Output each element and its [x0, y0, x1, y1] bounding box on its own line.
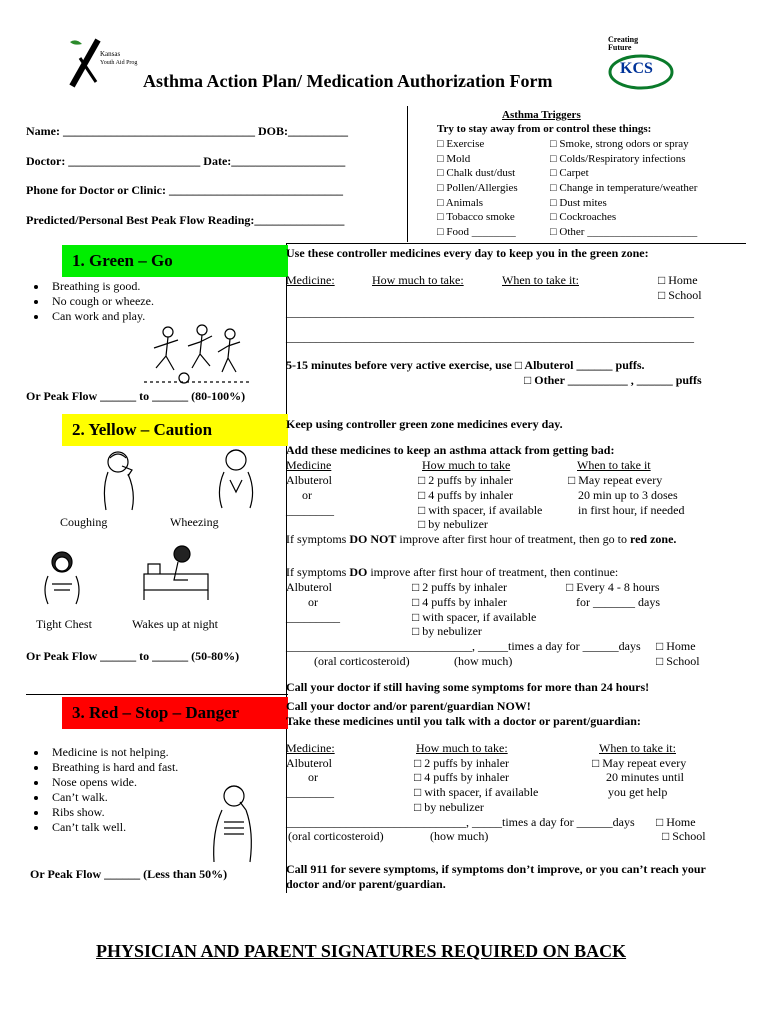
- trigger-mold[interactable]: □ Mold: [437, 153, 471, 165]
- right-logo-mark: KCS: [620, 60, 653, 77]
- red-med-blank[interactable]: ________: [286, 785, 334, 799]
- red-when-line-3: you get help: [608, 785, 668, 799]
- tight-chest-caption: Tight Chest: [36, 617, 92, 631]
- red-when-repeat[interactable]: □ May repeat every: [592, 756, 687, 770]
- top-rule: [286, 243, 746, 244]
- yellow-peak-flow[interactable]: Or Peak Flow ______ to ______ (50-80%): [26, 649, 240, 663]
- trigger-cockroaches[interactable]: □ Cockroaches: [550, 211, 617, 223]
- yellow-do-improve: [286, 565, 618, 580]
- wheezing-child-illustration: [212, 446, 260, 510]
- yellow-dose-spacer[interactable]: □ with spacer, if available: [418, 503, 543, 517]
- yellow-med-blank[interactable]: ________: [286, 503, 334, 517]
- wheezing-caption: Wheezing: [170, 515, 219, 529]
- red-symptom: • Breathing is hard and fast.: [48, 760, 178, 775]
- red-zone-label: 3. Red – Stop – Danger: [62, 697, 288, 729]
- trigger-dust-mites[interactable]: □ Dust mites: [550, 197, 607, 209]
- red-call-911-line-2: doctor and/or parent/guardian.: [286, 877, 446, 891]
- green-symptoms-list: [26, 279, 154, 324]
- yellow-when-line-2: 20 min up to 3 doses: [578, 488, 678, 502]
- green-col-how: How much to take:: [372, 273, 464, 287]
- left-logo-text-1: Kansas: [100, 50, 121, 58]
- green-symptom: • Breathing is good.: [48, 279, 154, 294]
- red-symptoms-list: [26, 745, 178, 835]
- green-school-checkbox[interactable]: □ School: [658, 288, 702, 302]
- yellow-med2-blank[interactable]: _________: [286, 610, 340, 624]
- yellow-dose-2-puffs[interactable]: □ 2 puffs by inhaler: [418, 473, 514, 487]
- trigger-exercise[interactable]: □ Exercise: [437, 138, 485, 150]
- trigger-colds[interactable]: □ Colds/Respiratory infections: [550, 153, 686, 165]
- red-symptom: • Can’t talk well.: [48, 820, 178, 835]
- trigger-temperature[interactable]: □ Change in temperature/weather: [550, 182, 698, 194]
- yellow-zone-label: 2. Yellow – Caution: [62, 414, 288, 446]
- red-med-albuterol: Albuterol: [286, 756, 332, 770]
- text-bold: DO NOT: [349, 532, 397, 546]
- kids-playing-soccer-illustration: [140, 322, 256, 386]
- green-med-line-1[interactable]: ____________________________________________________________________: [286, 305, 694, 319]
- red-oral-school[interactable]: □ School: [662, 829, 706, 843]
- yellow-oral-line[interactable]: _______________________________, _____times a day for ______days: [286, 639, 641, 653]
- yellow-when2-days[interactable]: for _______ days: [576, 595, 660, 609]
- yellow-dose2-nebulizer[interactable]: □ by nebulizer: [412, 624, 482, 638]
- red-call-now: Call your doctor and/or parent/guardian NOW!: [286, 699, 531, 713]
- text: improve after first hour of treatment, then go to: [396, 532, 630, 546]
- red-oral-home[interactable]: □ Home: [656, 815, 696, 829]
- right-logo-top: Creating Future: [608, 35, 639, 52]
- green-col-when: When to take it:: [502, 273, 579, 287]
- header-divider: [407, 106, 408, 242]
- green-symptom: • No cough or wheeze.: [48, 294, 154, 309]
- yellow-oral-home[interactable]: □ Home: [656, 639, 696, 653]
- green-peak-flow[interactable]: Or Peak Flow ______ to ______ (80-100%): [26, 389, 246, 403]
- red-dose-nebulizer[interactable]: □ by nebulizer: [414, 800, 484, 814]
- yellow-med-or: or: [302, 488, 312, 502]
- coughing-caption: Coughing: [60, 515, 108, 529]
- green-zone-label: 1. Green – Go: [62, 245, 288, 277]
- signatures-required-footer: PHYSICIAN AND PARENT SIGNATURES REQUIRED ON BACK: [96, 941, 627, 961]
- red-section-rule: [26, 694, 288, 695]
- yellow-col-how: How much to take: [422, 458, 511, 472]
- red-call-911-line-1: Call 911 for severe symptoms, if symptoms don’t improve, or you can’t reach your: [286, 862, 706, 876]
- left-logo: [62, 38, 138, 88]
- phone-field[interactable]: Phone for Doctor or Clinic: _____________________________: [26, 183, 343, 197]
- red-symptom: • Medicine is not helping.: [48, 745, 178, 760]
- text: If symptoms: [286, 565, 350, 579]
- green-exercise-other[interactable]: □ Other __________ , ______ puffs: [524, 373, 702, 387]
- yellow-med-albuterol: Albuterol: [286, 473, 332, 487]
- yellow-keep-using: Keep using controller green zone medicines every day.: [286, 417, 563, 431]
- red-oral-label: (oral corticosteroid): [288, 829, 384, 843]
- yellow-when2-every[interactable]: □ Every 4 - 8 hours: [566, 580, 660, 594]
- tight-chest-child-illustration: [36, 550, 90, 606]
- red-symptom: • Ribs show.: [48, 805, 178, 820]
- yellow-med2-or: or: [308, 595, 318, 609]
- doctor-date-field[interactable]: Doctor: ______________________ Date:___________________: [26, 154, 346, 168]
- yellow-call-24-hours: Call your doctor if still having some symptoms for more than 24 hours!: [286, 680, 650, 694]
- right-logo: [606, 36, 676, 92]
- yellow-col-medicine: Medicine: [286, 458, 332, 472]
- red-symptom: • Can’t walk.: [48, 790, 178, 805]
- red-dose-2-puffs[interactable]: □ 2 puffs by inhaler: [414, 756, 510, 770]
- triggers-intro: Try to stay away from or control these things:: [437, 123, 652, 135]
- trigger-chalk[interactable]: □ Chalk dust/dust: [437, 167, 516, 179]
- page-title: Asthma Action Plan/ Medication Authorization Form: [143, 71, 553, 91]
- red-col-medicine: Medicine:: [286, 741, 335, 755]
- red-col-how: How much to take:: [416, 741, 508, 755]
- yellow-dose2-4-puffs[interactable]: □ 4 puffs by inhaler: [412, 595, 508, 609]
- trigger-carpet[interactable]: □ Carpet: [550, 167, 589, 179]
- text-bold: DO: [349, 565, 368, 579]
- left-logo-text-2: Youth Aid Prog: [100, 60, 138, 66]
- green-symptom: • Can work and play.: [48, 309, 154, 324]
- text: If symptoms: [286, 532, 350, 546]
- red-dose-spacer[interactable]: □ with spacer, if available: [414, 785, 539, 799]
- yellow-dose2-2-puffs[interactable]: □ 2 puffs by inhaler: [412, 580, 508, 594]
- yellow-oral-label: (oral corticosteroid): [314, 654, 410, 668]
- yellow-col-when: When to take it: [577, 458, 651, 472]
- trigger-other[interactable]: □ Other ____________________: [550, 226, 698, 238]
- yellow-do-not-improve: [286, 532, 676, 547]
- green-home-checkbox[interactable]: □ Home: [658, 273, 698, 287]
- trigger-tobacco[interactable]: □ Tobacco smoke: [437, 211, 515, 223]
- trigger-animals[interactable]: □ Animals: [437, 197, 484, 209]
- red-oral-line[interactable]: ______________________________, _____times a day for ______days: [286, 815, 635, 829]
- yellow-when-line-3: in first hour, if needed: [578, 503, 685, 517]
- yellow-oral-school[interactable]: □ School: [656, 654, 700, 668]
- yellow-add-medicines: Add these medicines to keep an asthma attack from getting bad:: [286, 443, 615, 457]
- green-med-line-2[interactable]: ____________________________________________________________________: [286, 330, 694, 344]
- text: improve after first hour of treatment, then continue:: [367, 565, 619, 579]
- yellow-dose2-spacer[interactable]: □ with spacer, if available: [412, 610, 537, 624]
- red-when-line-2: 20 minutes until: [606, 770, 684, 784]
- green-instruction: Use these controller medicines every day to keep you in the green zone:: [286, 246, 649, 260]
- red-zone-text: red zone.: [629, 532, 677, 546]
- yellow-med2-albuterol: Albuterol: [286, 580, 332, 594]
- yellow-when-repeat[interactable]: □ May repeat every: [568, 473, 663, 487]
- yellow-dose-4-puffs[interactable]: □ 4 puffs by inhaler: [418, 488, 514, 502]
- green-exercise-line[interactable]: 5-15 minutes before very active exercise, use □ Albuterol ______ puffs.: [286, 358, 645, 372]
- child-in-distress-illustration: [200, 782, 262, 864]
- trigger-smoke[interactable]: □ Smoke, strong odors or spray: [550, 138, 689, 150]
- peak-flow-field[interactable]: Predicted/Personal Best Peak Flow Reading:_______________: [26, 213, 345, 227]
- trigger-pollen[interactable]: □ Pollen/Allergies: [437, 182, 518, 194]
- yellow-oral-how: (how much): [454, 654, 513, 668]
- green-col-medicine: Medicine:: [286, 273, 335, 287]
- red-oral-how: (how much): [430, 829, 489, 843]
- red-col-when: When to take it:: [599, 741, 676, 755]
- name-dob-field[interactable]: Name: ________________________________ DOB:__________: [26, 124, 348, 138]
- yellow-dose-nebulizer[interactable]: □ by nebulizer: [418, 517, 488, 531]
- coughing-child-illustration: [96, 448, 146, 512]
- wakes-caption: Wakes up at night: [132, 617, 219, 631]
- red-peak-flow[interactable]: Or Peak Flow ______ (Less than 50%): [30, 867, 228, 881]
- triggers-heading: Asthma Triggers: [502, 109, 581, 121]
- red-med-or: or: [308, 770, 318, 784]
- red-take-medicines: Take these medicines until you talk with a doctor or parent/guardian:: [286, 714, 641, 728]
- red-symptom: • Nose opens wide.: [48, 775, 178, 790]
- trigger-food[interactable]: □ Food ________: [437, 226, 516, 238]
- child-waking-in-bed-illustration: [140, 544, 212, 602]
- red-dose-4-puffs[interactable]: □ 4 puffs by inhaler: [414, 770, 510, 784]
